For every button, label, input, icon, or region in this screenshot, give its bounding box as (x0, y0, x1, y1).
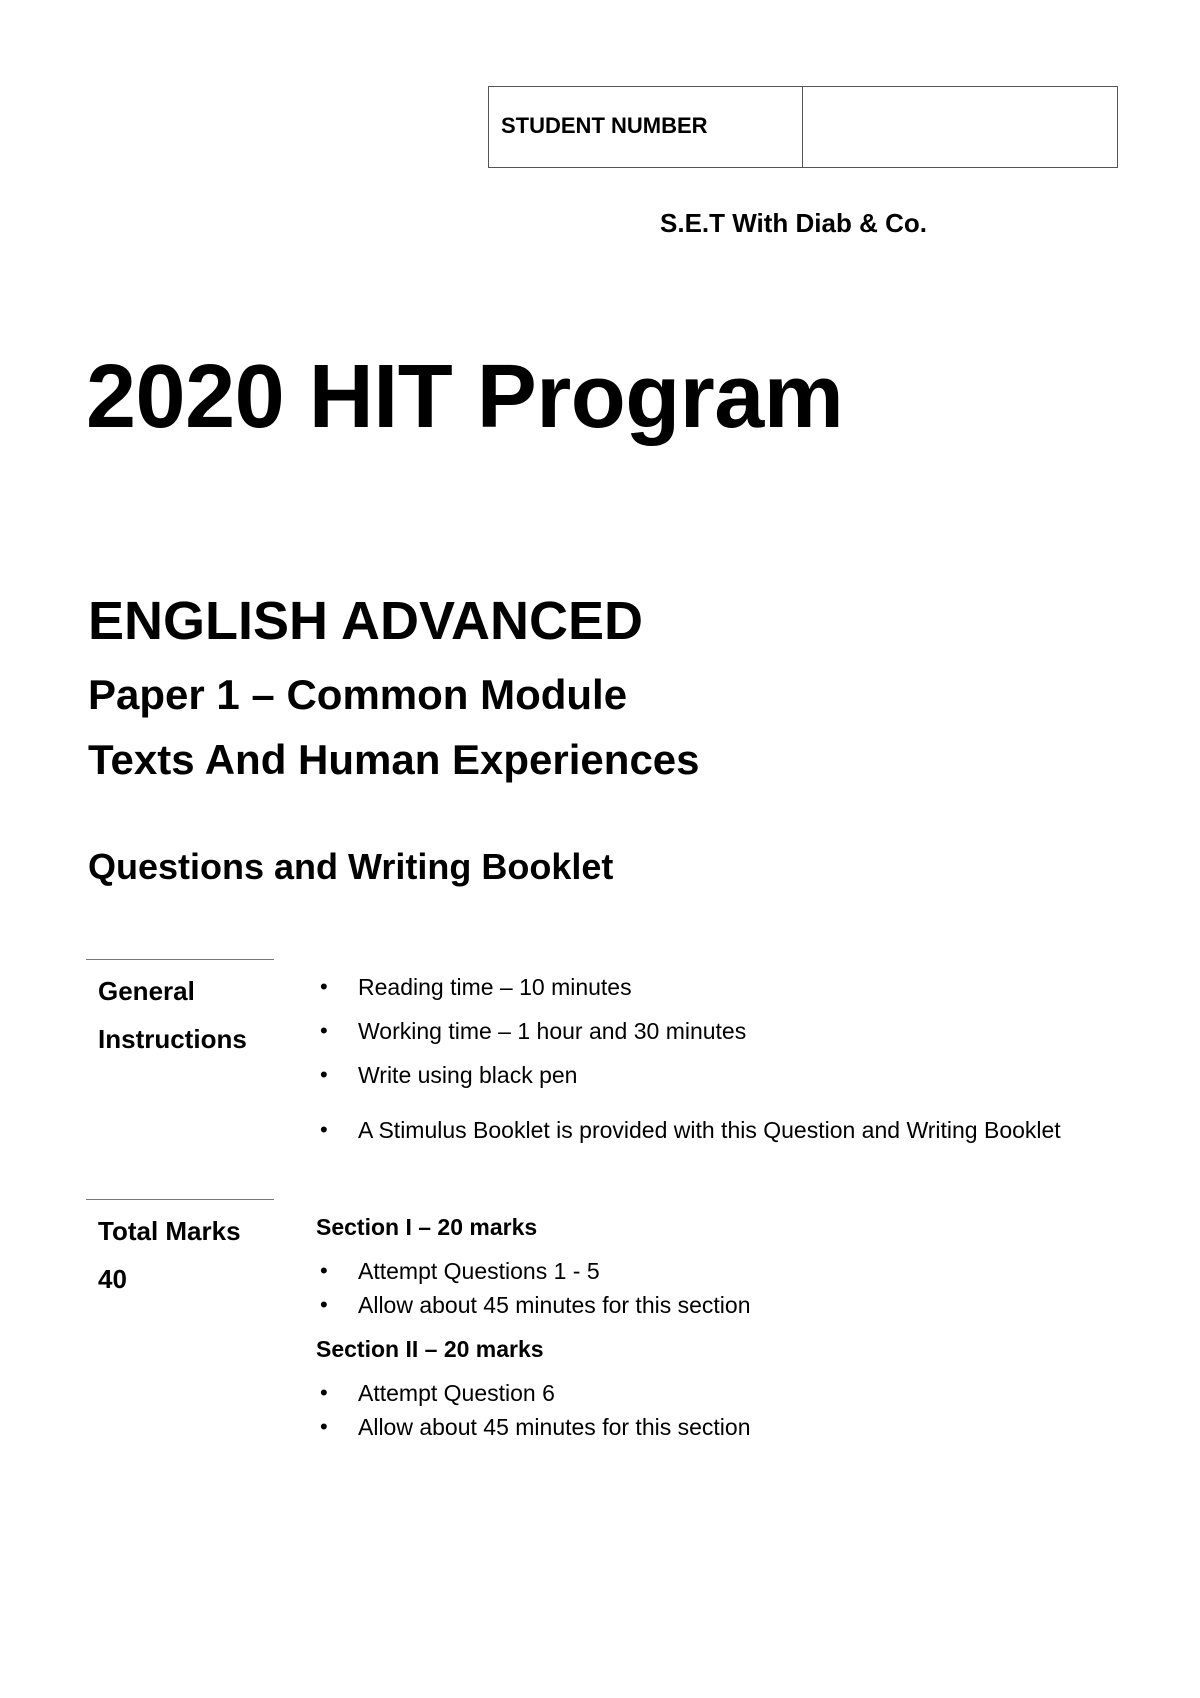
total-marks-divider (86, 1199, 274, 1200)
list-item: • Reading time – 10 minutes (316, 974, 1061, 1018)
organisation-name: S.E.T With Diab & Co. (660, 208, 927, 238)
general-instructions-label (98, 967, 278, 1063)
section-1-list (316, 1258, 750, 1319)
module-heading: Texts And Human Experiences (88, 736, 700, 783)
list-item: • Attempt Questions 1 - 5 (316, 1258, 750, 1292)
general-instructions-label-line1: General (98, 976, 195, 1006)
section-2-heading: Section II – 20 marks (316, 1336, 544, 1362)
total-marks-value: 40 (98, 1264, 127, 1294)
subject-heading: ENGLISH ADVANCED (88, 591, 644, 651)
student-number-box (488, 86, 1118, 168)
list-item: • Allow about 45 minutes for this section (316, 1292, 750, 1319)
list-item: • Write using black pen (316, 1062, 1061, 1117)
list-item: • Allow about 45 minutes for this section (316, 1414, 750, 1441)
student-number-label: STUDENT NUMBER (489, 87, 803, 167)
list-item: • A Stimulus Booklet is provided with this Question and Writing Booklet (316, 1117, 1061, 1144)
page-title: 2020 HIT Program (86, 347, 844, 447)
booklet-heading: Questions and Writing Booklet (88, 846, 614, 887)
general-instructions-label-line2: Instructions (98, 1024, 247, 1054)
general-instructions-list (316, 974, 1061, 1144)
general-instructions-divider (86, 959, 274, 960)
section-2-list (316, 1380, 750, 1441)
student-number-field[interactable] (803, 87, 1117, 167)
total-marks-label-block (98, 1207, 278, 1303)
list-item: • Working time – 1 hour and 30 minutes (316, 1018, 1061, 1062)
total-marks-label: Total Marks (98, 1216, 241, 1246)
paper-heading: Paper 1 – Common Module (88, 671, 628, 718)
list-item: • Attempt Question 6 (316, 1380, 750, 1414)
section-1-heading: Section I – 20 marks (316, 1214, 538, 1240)
